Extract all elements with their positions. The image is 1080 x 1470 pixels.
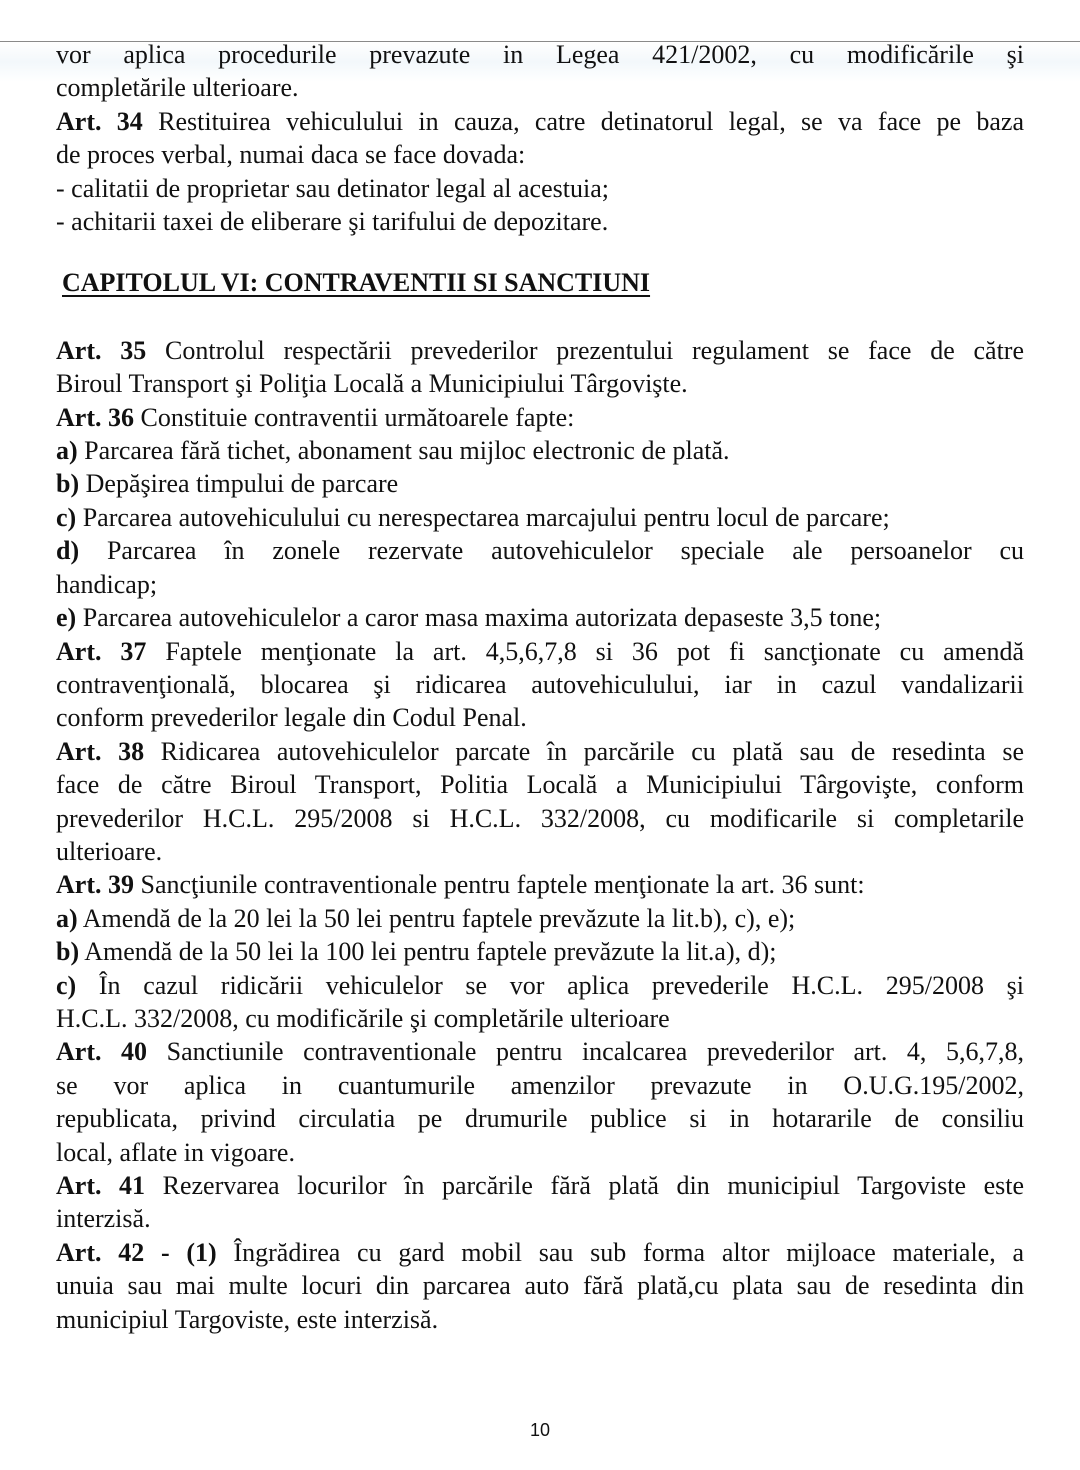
text-line: completările ulterioare. — [56, 73, 299, 103]
list-item: c) În cazul ridicării vehiculelor se vor aplica prevederile H.C.L. 295/2008 şi — [56, 970, 1024, 1000]
text-line: Sanctiunile contraventionale pentru incalcarea prevederilor art. 4, 5,6,7,8, — [147, 1037, 1024, 1067]
text-line: Rezervarea locurilor în parcările fără plată din municipiul Targoviste este — [145, 1171, 1024, 1200]
list-item: a) Amendă de la 20 lei la 50 lei pentru faptele prevăzute la lit.b), c), e); — [56, 903, 796, 933]
text-line: - achitarii taxei de eliberare şi tarifului de depozitare. — [56, 207, 609, 237]
list-item: c) Parcarea autovehiculului cu nerespectarea marcajului pentru locul de parcare; — [56, 502, 890, 532]
text-line: conform prevederilor legale din Codul Penal. — [56, 703, 527, 733]
article-42 — [56, 1236, 1024, 1336]
list-item: d) Parcarea în zonele rezervate autovehiculelor speciale ale persoanelor cu — [56, 536, 1024, 566]
text-line: face de către Biroul Transport, Politia Locală a Municipiului Târgovişte, conform — [56, 770, 1024, 800]
text-line: Faptele menţionate la art. 4,5,6,7,8 si 36 pot fi sancţionate cu amendă — [146, 636, 1024, 666]
article-label: Art. 37 — [56, 636, 147, 666]
article-37 — [56, 635, 1024, 735]
article-label: Art. 41 — [56, 1171, 146, 1200]
text-line: interzisă. — [56, 1204, 151, 1234]
text-line: municipiul Targoviste, este interzisă. — [56, 1304, 439, 1334]
text-line: se vor aplica in cuantumurile amenzilor prevazute in O.U.G.195/2002, — [56, 1070, 1024, 1100]
text-line: Biroul Transport şi Poliţia Locală a Municipiului Târgovişte. — [56, 369, 688, 399]
text-line: - calitatii de proprietar sau detinator legal al acestuia; — [56, 173, 609, 203]
text-line: unuia sau mai multe locuri din parcarea auto fără plată,cu plata sau de resedinta din — [56, 1271, 1024, 1301]
text-line: Îngrădirea cu gard mobil sau sub forma altor mijloace materiale, a — [216, 1237, 1025, 1267]
text-line: local, aflate in vigoare. — [56, 1137, 295, 1167]
text-line: ulterioare. — [56, 836, 163, 866]
page-number: 10 — [529, 1420, 551, 1440]
text-line: contravenţională, blocarea şi ridicarea autovehiculului, iar in cazul vandalizarii — [56, 669, 1024, 699]
text-line: prevederilor H.C.L. 295/2008 si H.C.L. 332/2008, cu modificarile si completarile — [56, 803, 1024, 833]
list-item: b) Depăşirea timpului de parcare — [56, 469, 399, 499]
article-34 — [56, 105, 1024, 239]
text-line: de proces verbal, numai daca se face dovada: — [56, 140, 526, 170]
text-line: Ridicarea autovehiculelor parcate în parcările cu plată sau de resedinta se — [144, 736, 1024, 766]
text-line: Sancţiunile contraventionale pentru faptele menţionate la art. 36 sunt: — [133, 870, 865, 900]
article-label: Art. 39 — [56, 870, 134, 900]
article-36 — [56, 401, 1024, 635]
document-page — [56, 38, 1024, 1336]
list-item: e) Parcarea autovehiculelor a caror masa maxima autorizata depaseste 3,5 tone; — [56, 603, 882, 633]
text-line: vor aplica procedurile prevazute in Legea 421/2002, cu modificările şi — [56, 40, 1024, 69]
text-line: handicap; — [56, 569, 158, 599]
article-41 — [56, 1169, 1024, 1236]
article-label: Art. 42 - (1) — [56, 1237, 217, 1267]
continuation-paragraph — [56, 38, 1024, 105]
article-label: Art. 38 — [56, 736, 145, 766]
article-39 — [56, 868, 1024, 1035]
text-line: Controlul respectării prevederilor prezentului regulament se face de către — [146, 335, 1024, 365]
article-40 — [56, 1035, 1024, 1169]
text-line: Constituie contraventii următoarele fapte: — [133, 402, 575, 432]
chapter-title: CAPITOLUL VI: CONTRAVENTII SI SANCTIUNI — [62, 268, 651, 298]
article-label: Art. 40 — [56, 1037, 148, 1067]
article-38 — [56, 735, 1024, 869]
list-item: b) Amendă de la 50 lei la 100 lei pentru faptele prevăzute la lit.a), d); — [56, 937, 777, 967]
text-line: H.C.L. 332/2008, cu modificările şi completările ulterioare — [56, 1003, 670, 1033]
article-35 — [56, 334, 1024, 401]
list-item: a) Parcarea fără tichet, abonament sau mijloc electronic de plată. — [56, 436, 730, 466]
text-line: Restituirea vehiculului in cauza, catre detinatorul legal, se va face pe baza — [142, 106, 1024, 136]
article-label: Art. 34 — [56, 106, 143, 136]
article-label: Art. 36 — [56, 402, 134, 432]
text-line: republicata, privind circulatia pe drumurile publice si in hotararile de consiliu — [56, 1104, 1024, 1134]
article-label: Art. 35 — [56, 335, 147, 365]
